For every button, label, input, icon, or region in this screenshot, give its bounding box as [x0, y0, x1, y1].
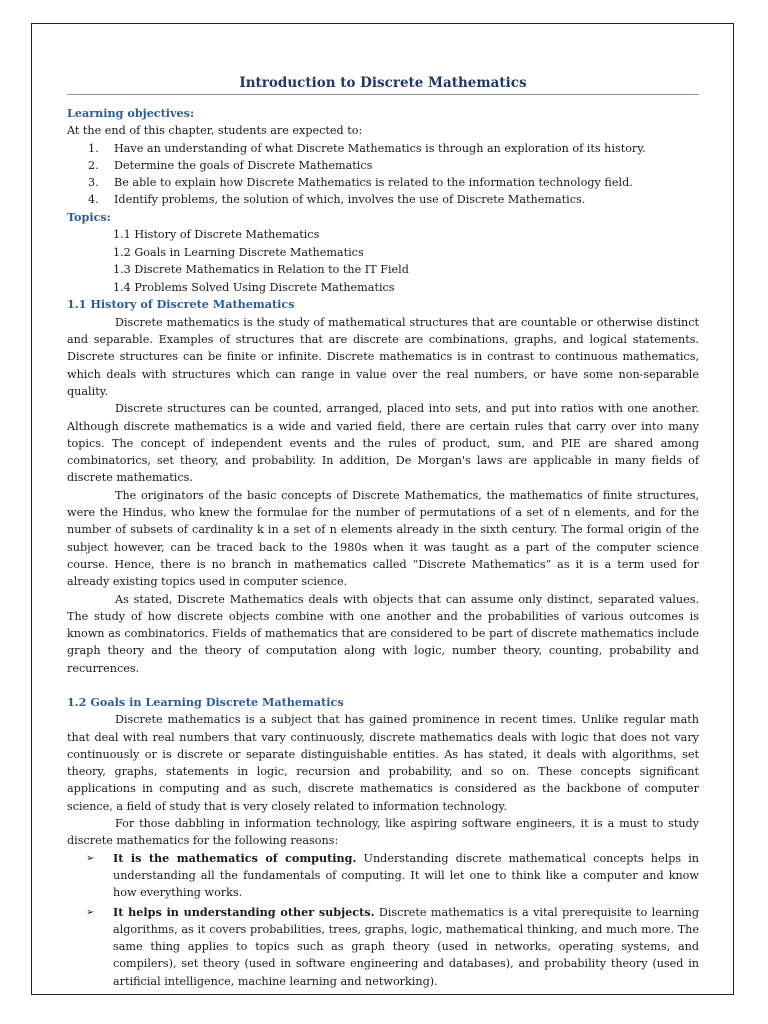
document-body: [67, 74, 699, 992]
paragraph: For those dabbling in information technology, like aspiring software engineers, it is a must to study discrete mathematics for the following reasons:: [67, 817, 699, 848]
bullet-text: Understanding discrete mathematical concepts helps in understanding all the fundamentals of computing. It will let one to think like a computer and know how everything works.: [113, 851, 699, 900]
list-item: [67, 850, 699, 902]
item-text: Have an understanding of what Discrete Mathematics is through an exploration of its history.: [114, 141, 646, 155]
topics-heading: Topics:: [67, 209, 111, 224]
bullet-text: Discrete mathematics is a vital prerequisite to learning algorithms, as it covers probabilities, trees, graphs, logic, mathematical thinking, and much more. The same thing applies to topics such as graph theory (used in networks, operating systems, and compilers), set theory (used in software engineering and databases), and probability theory (used in artificial intelligence, machine learning and networking).: [113, 905, 699, 988]
document-title: Introduction to Discrete Mathematics: [67, 74, 699, 95]
item-text: Be able to explain how Discrete Mathematics is related to the information technology field.: [114, 176, 633, 190]
paragraph: Discrete mathematics is a subject that has gained prominence in recent times. Unlike regular math that deal with real numbers that vary continuously, discrete mathematics deals with logic that does not vary continuously or is discrete or separate distinguishable entities. As has stated, it deals with algorithms, set theory, graphs, statements in logic, recursion and probability, and so on. These concepts significant applications in computing and as such, discrete mathematics is considered as the backbone of computer science, a field of study that is very closely related to information technology.: [67, 713, 699, 813]
item-number: 4.: [88, 193, 99, 207]
paragraph: The originators of the basic concepts of Discrete Mathematics, the mathematics of finite structures, were the Hindus, who knew the formulae for the number of permutations of a set of n elements, and for the number of subsets of cardinality k in a set of n elements already in the sixth century. The formal origin of the subject however, can be traced back to the 1980s when it was taught as a part of the computer science course. Hence, there is no branch in mathematics called “Discrete Mathematics” as it is a term used for already existing topics used in computer science.: [67, 488, 699, 589]
topic-item: 1.4 Problems Solved Using Discrete Mathematics: [113, 280, 395, 294]
list-item: [67, 140, 699, 157]
topics-list: [67, 226, 699, 296]
list-item: [67, 157, 699, 174]
topic-item: 1.3 Discrete Mathematics in Relation to the IT Field: [113, 263, 409, 277]
objectives-list: [67, 140, 699, 209]
topic-item: 1.2 Goals in Learning Discrete Mathematics: [113, 245, 364, 259]
objectives-intro: At the end of this chapter, students are expected to:: [67, 124, 363, 138]
list-item: [67, 904, 699, 990]
spacer: [67, 677, 699, 694]
arrow-bullet-icon: ➢: [86, 906, 95, 918]
reasons-list: [67, 850, 699, 990]
section-heading-goals: 1.2 Goals in Learning Discrete Mathematics: [67, 694, 344, 709]
bullet-lead: It is the mathematics of computing.: [113, 850, 357, 865]
item-number: 2.: [88, 158, 99, 172]
arrow-bullet-icon: ➢: [86, 852, 95, 864]
bullet-lead: It helps in understanding other subjects.: [113, 904, 375, 919]
list-item: [67, 191, 699, 208]
item-number: 1.: [88, 141, 99, 155]
objectives-heading: Learning objectives:: [67, 106, 195, 120]
paragraph: Discrete mathematics is the study of mathematical structures that are countable or otherwise distinct and separable. Examples of structures that are discrete are combinations, graphs, and logical statements. Discrete structures can be finite or infinite. Discrete mathematics is in contrast to continuous mathematics, which deals with structures which can range in value over the real numbers, or have some non-separable quality.: [67, 315, 699, 398]
paragraph: Discrete structures can be counted, arranged, placed into sets, and put into ratios with one another. Although discrete mathematics is a wide and varied field, there are certain rules that carry over into many topics. The concept of independent events and the rules of product, sum, and PIE are shared among combinatorics, set theory, and probability. In addition, De Morgan's laws are applicable in many fields of discrete mathematics.: [67, 402, 699, 485]
item-text: Identify problems, the solution of which, involves the use of Discrete Mathematics.: [114, 193, 586, 207]
item-text: Determine the goals of Discrete Mathematics: [114, 158, 373, 172]
section-heading-history: 1.1 History of Discrete Mathematics: [67, 297, 295, 312]
topic-item: 1.1 History of Discrete Mathematics: [113, 228, 320, 242]
list-item: [67, 174, 699, 191]
item-number: 3.: [88, 176, 99, 190]
paragraph: As stated, Discrete Mathematics deals with objects that can assume only distinct, separated values. The study of how discrete objects combine with one another and the probabilities of various outcomes is known as combinatorics. Fields of mathematics that are considered to be part of discrete mathematics include graph theory and the theory of computation along with logic, number theory, counting, probability and recurrences.: [67, 592, 699, 675]
